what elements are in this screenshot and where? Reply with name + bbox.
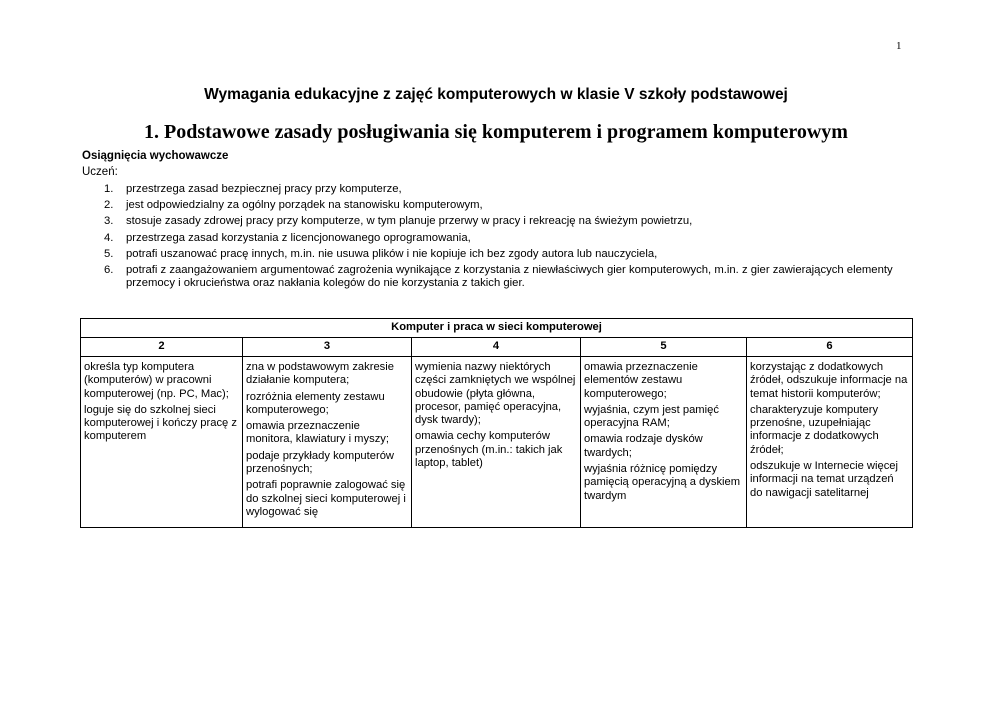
grade-2-cell bbox=[81, 357, 243, 528]
requirements-table bbox=[80, 318, 913, 528]
requirement-item: podaje przykłady komputerów przenośnych; bbox=[246, 449, 394, 476]
grade-6-cell bbox=[747, 357, 913, 528]
list-item-number: 5. bbox=[104, 247, 114, 260]
table-header-row bbox=[81, 338, 913, 357]
list-item bbox=[82, 199, 902, 212]
requirement-item: potrafi poprawnie zalogować się do szkolnej sieci komputerowej i wylogować się bbox=[246, 479, 406, 518]
list-item bbox=[82, 215, 902, 228]
list-item-number: 3. bbox=[104, 215, 114, 228]
requirement-item: omawia cechy komputerów przenośnych (m.in.: takich jak laptop, tablet) bbox=[415, 430, 563, 470]
requirement-item: rozróżnia elementy zestawu komputerowego; bbox=[246, 390, 385, 416]
list-item bbox=[82, 232, 902, 245]
list-item-text: jest odpowiedzialny za ogólny porządek na stanowisku komputerowym, bbox=[126, 199, 483, 212]
requirement-item: wyjaśnia różnicę pomiędzy pamięcią operacyjną a dyskiem twardym bbox=[584, 463, 741, 502]
requirement-item: korzystając z dodatkowych źródeł, odszukuje informacje na temat historii komputerów; bbox=[750, 361, 908, 400]
requirement-item: zna w podstawowym zakresie działanie komputera; bbox=[246, 361, 394, 387]
list-item-text: potrafi z zaangażowaniem argumentować zagrożenia wynikające z korzystania z niewłaściwych gier komputerowych, m.in. z gier zawierających elementy przemocy i okrucieństwa oraz nakłania kolegów do nie korzystania z takich gier. bbox=[126, 264, 893, 290]
list-item-text: przestrzega zasad bezpiecznej pracy przy komputerze, bbox=[126, 183, 402, 195]
requirement-item: omawia rodzaje dysków twardych; bbox=[584, 433, 703, 459]
requirement-item: wyjaśnia, czym jest pamięć operacyjna RAM; bbox=[584, 403, 719, 430]
requirement-item: wymienia nazwy niektórych części zamkniętych we wspólnej obudowie (płyta główna, procesor, pamięć operacyjna, dysk twardy); bbox=[415, 361, 576, 427]
list-item-text: potrafi uszanować pracę innych, m.in. nie usuwa plików i nie kopiuje ich bez zgody autora lub nauczyciela, bbox=[126, 247, 658, 260]
subheading-educational-achievements: Osiągnięcia wychowawcze bbox=[82, 150, 229, 162]
requirement-item: loguje się do szkolnej sieci komputerowej i kończy pracę z komputerem bbox=[84, 403, 237, 443]
requirement-item: omawia przeznaczenie elementów zestawu komputerowego; bbox=[584, 361, 698, 400]
list-item-text: stosuje zasady zdrowej pracy przy komputerze, w tym planuje przerwy w pracy i rekreację na świeżym powietrzu, bbox=[126, 215, 693, 228]
list-item-number: 1. bbox=[104, 183, 114, 195]
document-title: Wymagania edukacyjne z zajęć komputerowych w klasie V szkoły podstawowej bbox=[204, 86, 788, 103]
grade-header: 3 bbox=[243, 338, 412, 357]
requirement-item: omawia przeznaczenie monitora, klawiatury i myszy; bbox=[246, 420, 389, 446]
grade-header: 2 bbox=[81, 338, 243, 357]
list-item-text: przestrzega zasad korzystania z licencjonowanego oprogramowania, bbox=[126, 231, 471, 244]
list-item-number: 6. bbox=[104, 264, 114, 277]
list-item bbox=[82, 183, 902, 196]
table-row bbox=[81, 357, 913, 528]
grade-header: 5 bbox=[581, 338, 747, 357]
grade-4-cell bbox=[412, 357, 581, 528]
list-item-number: 4. bbox=[104, 231, 114, 244]
list-item bbox=[82, 248, 902, 261]
requirement-item: charakteryzuje komputery przenośne, uzupełniając informacje z dodatkowych źródeł; bbox=[750, 403, 879, 456]
list-item-number: 2. bbox=[104, 199, 114, 212]
grade-header: 4 bbox=[412, 338, 581, 357]
section-title: 1. Podstawowe zasady posługiwania się komputerem i programem komputerowym bbox=[144, 121, 848, 143]
requirement-item: odszukuje w Internecie więcej informacji na temat urządzeń do nawigacji satelitarnej bbox=[750, 460, 898, 499]
page-number: 1 bbox=[896, 40, 902, 52]
grade-header: 6 bbox=[747, 338, 913, 357]
grade-5-cell bbox=[581, 357, 747, 528]
table-title: Komputer i praca w sieci komputerowej bbox=[81, 319, 913, 338]
intro-label: Uczeń: bbox=[82, 166, 118, 178]
grade-3-cell bbox=[243, 357, 412, 528]
requirement-item: określa typ komputera (komputerów) w pracowni komputerowej (np. PC, Mac); bbox=[84, 361, 229, 400]
list-item bbox=[82, 264, 902, 290]
table-title-row bbox=[81, 319, 913, 338]
achievements-list bbox=[82, 183, 902, 293]
